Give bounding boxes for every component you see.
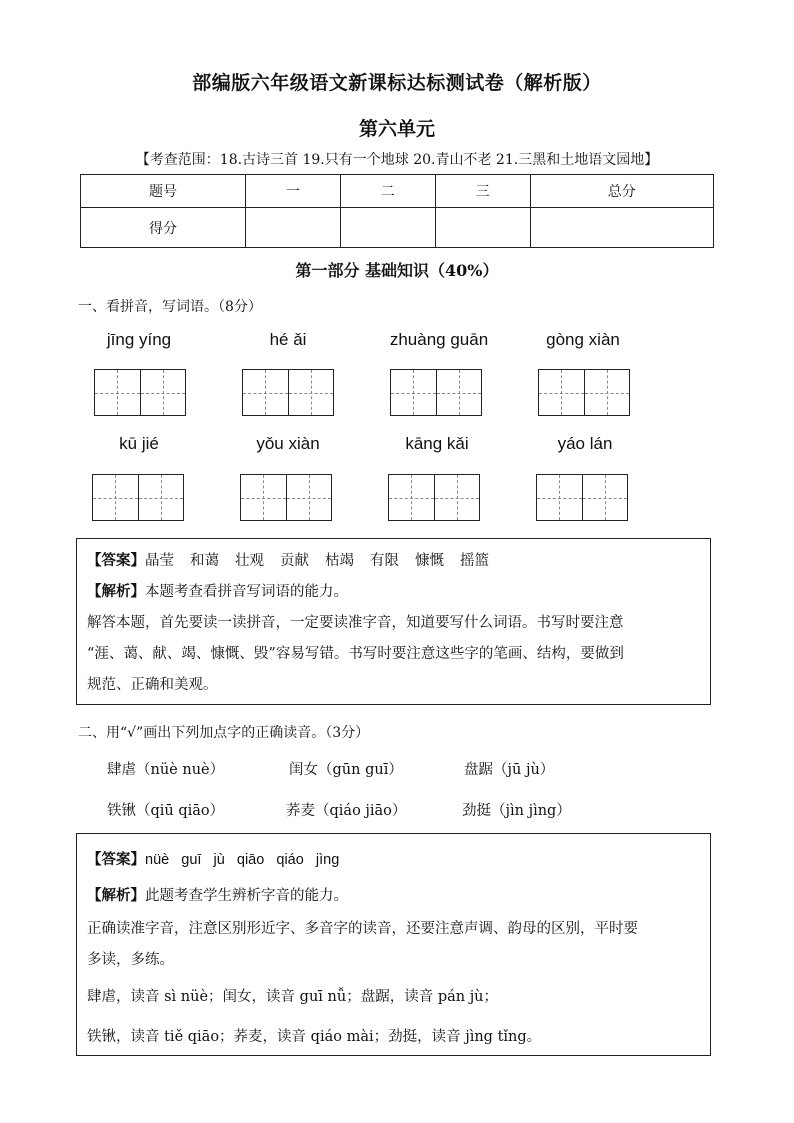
- pinyin-label: yǒu xiàn: [256, 434, 320, 453]
- answer-word: 贡献: [280, 553, 309, 569]
- score-table-score-row: [81, 208, 714, 248]
- analysis-intro: 本题考查看拼音写词语的能力。: [145, 584, 348, 600]
- writing-grid[interactable]: [536, 474, 628, 521]
- analysis-label: 【解析】: [87, 583, 145, 600]
- score-cell: 二: [340, 175, 435, 208]
- pinyin-label: yáo lán: [557, 434, 613, 453]
- exam-title: 部编版六年级语文新课标达标测试卷（解析版）: [192, 72, 602, 94]
- analysis-intro: 此题考查学生辨析字音的能力。: [145, 888, 348, 904]
- analysis-text: 肆虐，读音 sì nüè；闺女，读音 guī nǚ；盘踞，读音 pán jù；: [87, 989, 499, 1005]
- score-cell: 三: [435, 175, 530, 208]
- analysis-line: [87, 580, 348, 601]
- answer-label: 【答案】: [87, 851, 145, 868]
- answer-label: 【答案】: [87, 552, 145, 569]
- answer-word: 壮观: [235, 553, 264, 569]
- analysis-text: 解答本题，首先要读一读拼音，一定要读准字音，知道要写什么词语。书写时要注意: [87, 615, 624, 631]
- pinyin-label: zhuàng guān: [389, 330, 489, 349]
- answer-word: 和蔼: [190, 553, 219, 569]
- reading-item: 盘踞（jū jù）: [464, 762, 555, 778]
- score-blank-cell: [530, 208, 713, 248]
- answer-line: [87, 549, 505, 570]
- analysis-text: 多读，多练。: [87, 952, 174, 968]
- analysis-line: [87, 884, 348, 905]
- answer-box-q1: [76, 538, 711, 705]
- pinyin-label: kū jié: [119, 434, 159, 453]
- answer-text: nüè guī jù qiāo qiáo jìng: [145, 852, 340, 868]
- answer-line: [87, 848, 339, 869]
- pinyin-label: gòng xiàn: [546, 330, 620, 349]
- reading-item: 肆虐（nüè nuè）: [107, 762, 225, 778]
- score-cell: 总分: [530, 175, 713, 208]
- score-table-header-row: [81, 175, 714, 208]
- pinyin-label: hé ǎi: [269, 330, 307, 349]
- reading-item: 铁锹（qiū qiāo）: [107, 803, 225, 819]
- reading-item: 劲挺（jìn jìng）: [462, 803, 571, 819]
- answer-box-q2: [76, 833, 711, 1056]
- writing-grid[interactable]: [92, 474, 184, 521]
- writing-grid[interactable]: [242, 369, 334, 416]
- analysis-text: 正确读准字音，注意区别形近字、多音字的读音，还要注意声调、韵母的区别，平时要: [87, 921, 638, 937]
- score-blank-cell: [435, 208, 530, 248]
- score-blank-cell: [246, 208, 341, 248]
- exam-scope: 【考查范围：18.古诗三首 19.只有一个地球 20.青山不老 21.三黑和土地语文园地】: [135, 152, 659, 168]
- pinyin-label: kāng kǎi: [405, 434, 469, 453]
- writing-grid[interactable]: [390, 369, 482, 416]
- score-cell: 得分: [81, 208, 246, 248]
- answer-word: 有限: [370, 553, 399, 569]
- score-cell: 题号: [81, 175, 246, 208]
- answer-word: 晶莹: [145, 553, 174, 569]
- unit-title: 第六单元: [358, 118, 435, 140]
- answer-word: 枯竭: [325, 553, 354, 569]
- question-1-title: 一、看拼音，写词语。（8分）: [78, 299, 262, 315]
- answer-word: 慷慨: [415, 553, 444, 569]
- part-title: 第一部分 基础知识（40%）: [295, 261, 499, 280]
- pinyin-label: jīng yíng: [106, 330, 172, 349]
- analysis-text: 规范、正确和美观。: [87, 677, 218, 693]
- analysis-text: “涯、蔼、献、竭、慷慨、毁”容易写错。书写时要注意这些字的笔画、结构，要做到: [87, 646, 624, 662]
- analysis-label: 【解析】: [87, 887, 145, 904]
- reading-item: 闺女（gūn guī）: [289, 762, 403, 778]
- score-cell: 一: [246, 175, 341, 208]
- score-table: [80, 174, 714, 248]
- analysis-text: 铁锹，读音 tiě qiāo；荞麦，读音 qiáo mài；劲挺，读音 jìng tǐng。: [87, 1029, 542, 1045]
- question-2-title: 二、用“√”画出下列加点字的正确读音。（3分）: [78, 725, 370, 741]
- reading-item: 荞麦（qiáo jiāo）: [286, 803, 407, 819]
- writing-grid[interactable]: [240, 474, 332, 521]
- writing-grid[interactable]: [538, 369, 630, 416]
- answer-word: 摇篮: [460, 553, 489, 569]
- writing-grid[interactable]: [94, 369, 186, 416]
- score-blank-cell: [340, 208, 435, 248]
- writing-grid[interactable]: [388, 474, 480, 521]
